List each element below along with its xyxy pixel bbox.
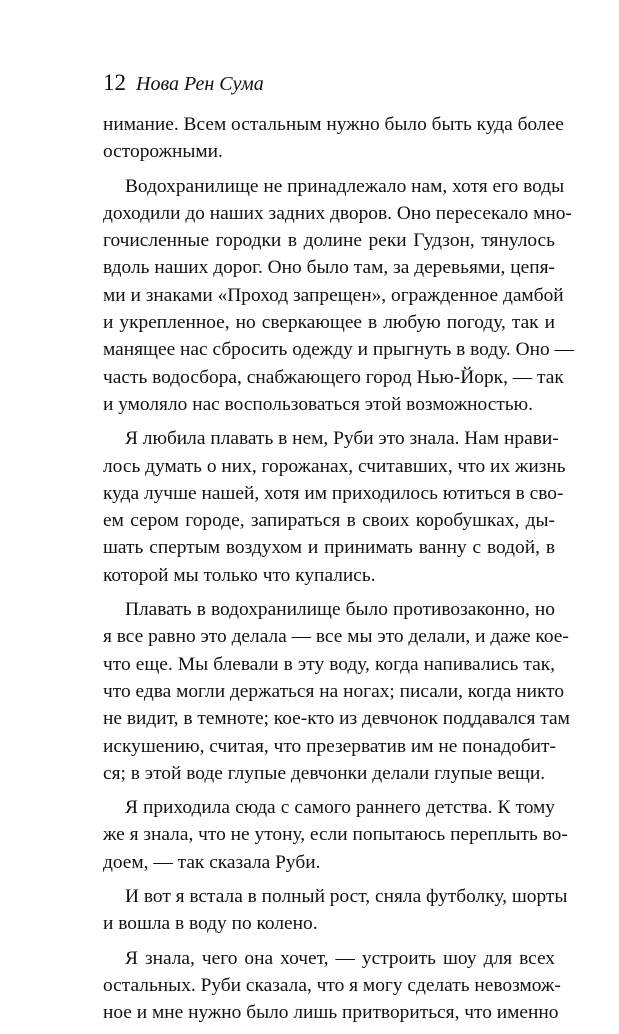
text-line: куда лучше нашей, хотя им приходилось ютиться в сво- [103,482,564,504]
text-line: я все равно это делала — все мы это делали, и даже кое- [103,626,569,648]
paragraph [103,111,564,166]
body-text [103,111,574,1027]
text-line: остальных. Руби сказала, что я могу сделать невозмож- [103,974,561,996]
text-line: которой мы только что купались. [103,564,376,586]
text-line: доем, — так сказала Руби. [103,851,321,873]
paragraph [103,794,568,876]
text-line: искушению, считая, что презерватив им не понадобит- [103,735,556,757]
book-page [103,68,574,1034]
text-line: Я знала, чего она хочет, — устроить шоу для всех [125,947,555,969]
paragraph [103,945,561,1027]
text-line: Водохранилище не принадлежало нам, хотя его воды [125,175,565,197]
paragraph [103,883,568,938]
text-line: И вот я встала в полный рост, сняла футболку, шорты [125,886,568,908]
text-line: и укрепленное, но сверкающее в любую погоду, так и [103,312,555,334]
author-name: Нова Рен Сума [136,73,264,95]
paragraph [103,173,574,419]
text-line: манящее нас сбросить одежду и прыгнуть в воду. Оно — [103,339,574,361]
text-line: лось думать о них, горожанах, считавших, что их жизнь [103,455,566,477]
text-line: Я приходила сюда с самого раннего детства. К тому [125,797,555,819]
text-line: шать спертым воздухом и принимать ванну с водой, в [103,537,555,559]
text-line: что еще. Мы блевали в эту воду, когда напивались так, [103,653,555,675]
text-line: ное и мне нужно было лишь притвориться, что именно [103,1002,559,1024]
text-line: не видит, в темноте; кое-кто из девчонок поддавался там [103,708,570,730]
text-line: ем сером городе, запираться в своих коробушках, ды- [103,510,555,532]
text-line: ся; в этой воде глупые девчонки делали глупые вещи. [103,762,546,784]
paragraph [103,596,570,787]
text-line: доходили до наших задних дворов. Оно пересекало мно- [103,202,572,224]
text-line: нимание. Всем остальным нужно было быть куда более [103,114,564,135]
paragraph [103,425,566,589]
text-line: вдоль наших дорог. Оно было там, за деревьями, цепя- [103,257,555,279]
text-line: ми и знаками «Проход запрещен», огражденное дамбой [103,284,564,306]
text-line: и умоляло нас воспользоваться этой возможностью. [103,393,533,415]
text-line: что едва могли держаться на ногах; писали, когда никто [103,680,565,702]
text-line: Я любила плавать в нем, Руби это знала. Нам нрави- [125,428,559,450]
running-head [103,68,555,98]
text-line: и вошла в воду по колено. [103,913,318,935]
text-line: осторожными. [103,141,223,163]
text-line: гочисленные городки в долине реки Гудзон, тянулось [103,230,555,252]
page-number: 12 [103,70,126,95]
text-line: Плавать в водохранилище было противозаконно, но [125,599,555,621]
text-line: часть водосбора, снабжающего город Нью-Йорк, — так [103,366,564,388]
text-line: же я знала, что не утону, если попытаюсь переплыть во- [103,824,568,846]
